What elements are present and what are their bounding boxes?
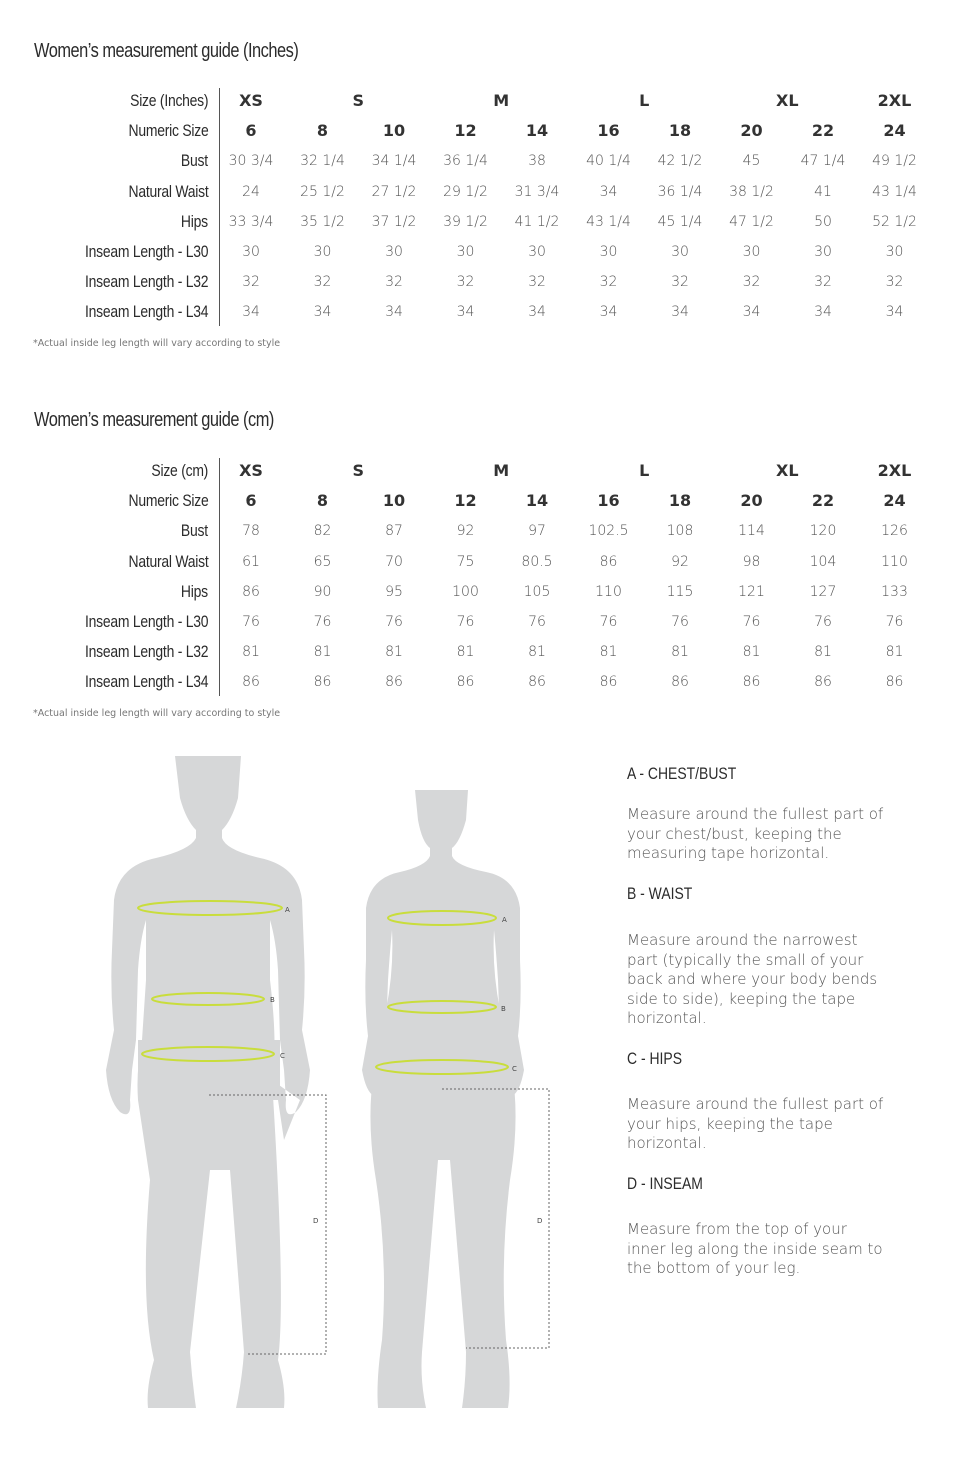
table-cell: 86 (385, 674, 403, 691)
table-cell: 76 (528, 614, 546, 630)
table-cell: 43 1/4 (586, 213, 631, 230)
table-cell: 30 (385, 244, 403, 260)
row-label: Inseam Length - L34 (84, 302, 208, 322)
table-cell: 32 (528, 274, 546, 291)
chest-heading: A - CHEST/BUST (627, 764, 737, 783)
cm-footnote: *Actual inside leg length will vary according to style (33, 708, 281, 719)
table-cell: 6 (245, 121, 257, 141)
waist-text: Measure around the narrowest part (typically the small of your back and where your body bends side to side), keeping the tape horizontal. (627, 931, 878, 1027)
row-label: Natural Waist (128, 181, 208, 201)
table-cell: 32 (671, 274, 689, 291)
table-cell: 86 (313, 674, 332, 691)
table-cell: 12 (454, 121, 477, 141)
table-cell: 81 (528, 644, 546, 661)
table-cell: 41 (814, 183, 832, 200)
table-row (0, 607, 956, 637)
table-cell: 92 (671, 553, 689, 570)
table-cell: 104 (809, 553, 837, 570)
table-cell: 110 (881, 553, 908, 570)
table-cell: 86 (456, 674, 475, 691)
size-row (0, 456, 956, 486)
table-row (0, 237, 956, 267)
table-cell: L (639, 91, 650, 110)
male-marker-b: B (270, 996, 275, 1004)
table-cell: 8 (316, 121, 329, 141)
table-cell: 47 1/4 (800, 153, 846, 170)
table-cell: 81 (456, 644, 475, 661)
row-label: Hips (181, 211, 208, 231)
table-cell: 81 (671, 644, 689, 661)
table-cell: 45 (742, 153, 761, 170)
table-cell: L (639, 461, 650, 480)
table-cell: XS (239, 461, 263, 480)
table-cell: 12 (454, 491, 477, 511)
table-cell: 76 (599, 614, 618, 630)
table-cell: 34 (671, 304, 689, 321)
table-cell: 30 (671, 244, 689, 260)
table-cell: XL (775, 461, 799, 480)
row-label: Inseam Length - L30 (84, 242, 208, 261)
table-cell: 36 1/4 (657, 183, 703, 200)
table-cell: 87 (385, 523, 403, 540)
table-row (0, 297, 956, 327)
table-cell: 120 (809, 523, 837, 540)
table-cell: 34 (528, 304, 546, 321)
table-cell: 32 (599, 274, 618, 291)
table-cell: 81 (885, 644, 904, 661)
table-divider (219, 88, 220, 326)
table-cell: 32 (885, 274, 904, 291)
table-cell: 30 (742, 244, 761, 260)
table-cell: XL (775, 91, 799, 110)
table-cell: 36 1/4 (443, 153, 488, 170)
male-silhouette (106, 756, 310, 1408)
cm-title: Women’s measurement guide (cm) (34, 409, 274, 431)
table-cell: M (493, 461, 510, 480)
table-cell: 97 (528, 523, 546, 540)
inches-footnote: *Actual inside leg length will vary according to style (33, 338, 281, 349)
female-marker-d: D (537, 1217, 543, 1225)
table-cell: 115 (666, 583, 694, 600)
numeric-size-row (0, 116, 956, 146)
table-row (0, 516, 956, 546)
table-cell: M (493, 91, 510, 110)
table-row (0, 577, 956, 607)
table-cell: 41 1/2 (514, 213, 560, 230)
row-label: Numeric Size (128, 491, 208, 511)
table-cell: 24 (883, 491, 906, 511)
table-cell: 47 1/2 (729, 213, 774, 230)
table-cell: 86 (599, 674, 618, 691)
table-row (0, 667, 956, 697)
table-cell: 34 (814, 304, 832, 321)
table-cell: 108 (666, 523, 694, 540)
table-cell: 2XL (877, 461, 912, 480)
table-cell: 86 (528, 674, 546, 691)
table-cell: 95 (385, 583, 403, 600)
table-cell: 81 (814, 644, 832, 661)
table-cell: 86 (242, 674, 260, 691)
table-divider (219, 458, 220, 696)
table-cell: 8 (316, 491, 329, 511)
female-marker-c: C (512, 1065, 517, 1073)
inseam-text: Measure from the top of your inner leg along the inside seam to the bottom of your leg. (627, 1220, 883, 1277)
table-cell: S (352, 461, 365, 480)
table-cell: 100 (452, 583, 479, 600)
table-cell: 25 1/2 (300, 183, 345, 200)
table-cell: 34 (742, 304, 761, 321)
table-cell: 34 (242, 304, 260, 321)
table-cell: 78 (242, 523, 260, 540)
table-cell: 102.5 (588, 523, 629, 540)
table-cell: 98 (742, 553, 761, 570)
row-label: Size (Inches) (129, 91, 208, 110)
chest-text: Measure around the fullest part of your chest/bust, keeping the measuring tape horizontal. (627, 805, 884, 862)
table-cell: 24 (242, 183, 260, 200)
table-cell: 32 (742, 274, 761, 291)
table-cell: 114 (738, 523, 765, 540)
table-cell: 30 (814, 244, 832, 260)
row-label: Bust (181, 521, 208, 541)
table-cell: 24 (883, 121, 906, 141)
table-cell: 76 (742, 614, 761, 630)
table-cell: 32 1/4 (300, 153, 345, 170)
female-marker-b: B (501, 1005, 506, 1013)
table-cell: 50 (814, 213, 832, 230)
table-cell: 70 (385, 553, 403, 570)
table-row (0, 177, 956, 207)
table-cell: 45 1/4 (657, 213, 703, 230)
numeric-size-row (0, 486, 956, 516)
table-cell: 10 (382, 491, 406, 511)
male-marker-a: A (285, 906, 290, 914)
table-cell: 22 (811, 121, 835, 141)
table-cell: 35 1/2 (300, 213, 345, 230)
table-cell: 22 (811, 491, 835, 511)
table-cell: 34 (313, 304, 332, 321)
table-cell: 75 (456, 553, 475, 570)
row-label: Inseam Length - L34 (84, 672, 208, 692)
table-cell: 82 (313, 523, 332, 540)
table-cell: 86 (242, 583, 260, 600)
table-cell: 30 (885, 244, 904, 260)
table-cell: 30 (242, 244, 260, 260)
table-cell: 38 1/2 (729, 183, 774, 200)
table-cell: 43 1/4 (872, 183, 917, 200)
table-cell: 30 (313, 244, 332, 260)
table-cell: 81 (242, 644, 260, 661)
row-label: Bust (181, 151, 208, 171)
table-cell: 81 (313, 644, 332, 661)
table-cell: 86 (671, 674, 689, 691)
table-cell: 76 (242, 614, 260, 630)
male-marker-d: D (313, 1217, 319, 1225)
table-cell: 121 (738, 583, 765, 600)
table-cell: 126 (881, 523, 908, 540)
row-label: Natural Waist (128, 551, 208, 571)
table-cell: 133 (881, 583, 908, 600)
row-label: Hips (181, 581, 208, 601)
table-row (0, 267, 956, 297)
inseam-heading: D - INSEAM (627, 1174, 703, 1193)
table-cell: 76 (885, 614, 904, 630)
table-cell: 32 (456, 274, 475, 291)
table-cell: 65 (313, 553, 332, 570)
table-cell: 61 (242, 553, 260, 570)
table-cell: 34 1/4 (371, 153, 417, 170)
female-silhouette (362, 790, 524, 1408)
table-cell: 34 (385, 304, 403, 321)
table-cell: 90 (313, 583, 332, 600)
table-cell: 34 (885, 304, 904, 321)
table-cell: XS (239, 91, 263, 110)
table-cell: 30 (456, 244, 475, 260)
table-cell: 39 1/2 (443, 213, 488, 230)
table-row (0, 146, 956, 176)
table-cell: 14 (525, 491, 549, 511)
hips-text: Measure around the fullest part of your hips, keeping the tape horizontal. (627, 1095, 884, 1152)
table-cell: 76 (814, 614, 832, 630)
table-cell: 10 (382, 121, 406, 141)
row-label: Inseam Length - L32 (84, 272, 208, 292)
row-label: Numeric Size (128, 121, 208, 141)
table-cell: 30 (528, 244, 546, 260)
table-cell: 16 (597, 121, 620, 141)
table-cell: 30 3/4 (228, 153, 274, 170)
table-cell: 81 (599, 644, 618, 661)
table-row (0, 547, 956, 577)
table-cell: 29 1/2 (443, 183, 488, 200)
table-cell: 18 (668, 121, 692, 141)
table-cell: 34 (599, 304, 618, 321)
table-cell: 6 (245, 491, 257, 511)
waist-heading: B - WAIST (627, 884, 693, 903)
table-cell: 31 3/4 (514, 183, 560, 200)
female-marker-a: A (502, 916, 507, 924)
table-cell: 20 (740, 121, 763, 141)
table-cell: 27 1/2 (371, 183, 417, 200)
table-cell: 33 3/4 (228, 213, 274, 230)
table-row (0, 207, 956, 237)
size-row (0, 86, 956, 116)
table-cell: 86 (599, 553, 618, 570)
table-cell: 32 (814, 274, 832, 291)
row-label: Size (cm) (151, 461, 208, 480)
table-row (0, 637, 956, 667)
table-cell: 76 (671, 614, 689, 630)
table-cell: 42 1/2 (657, 153, 703, 170)
row-label: Inseam Length - L30 (84, 612, 208, 631)
table-cell: 127 (809, 583, 837, 600)
table-cell: 105 (523, 583, 551, 600)
table-cell: 110 (595, 583, 622, 600)
table-cell: 76 (385, 614, 403, 630)
row-label: Inseam Length - L32 (84, 642, 208, 662)
male-marker-c: C (280, 1052, 285, 1060)
table-cell: 14 (525, 121, 549, 141)
table-cell: 30 (599, 244, 618, 260)
body-figures (0, 740, 600, 1420)
table-cell: 37 1/2 (371, 213, 417, 230)
table-cell: 32 (242, 274, 260, 291)
table-cell: 86 (885, 674, 904, 691)
hips-heading: C - HIPS (627, 1049, 682, 1068)
table-cell: 81 (742, 644, 761, 661)
table-cell: 32 (313, 274, 332, 291)
table-cell: 40 1/4 (586, 153, 631, 170)
table-cell: 38 (528, 153, 546, 170)
table-cell: 81 (385, 644, 403, 661)
table-cell: 76 (456, 614, 475, 630)
inches-title: Women’s measurement guide (Inches) (34, 40, 299, 62)
table-cell: 34 (456, 304, 475, 321)
table-cell: 80.5 (521, 553, 553, 570)
table-cell: 18 (668, 491, 692, 511)
table-cell: 52 1/2 (872, 213, 917, 230)
table-cell: 34 (599, 183, 618, 200)
table-cell: 20 (740, 491, 763, 511)
table-cell: 86 (814, 674, 832, 691)
table-cell: 92 (456, 523, 475, 540)
table-cell: 2XL (877, 91, 912, 110)
table-cell: S (352, 91, 365, 110)
table-cell: 32 (385, 274, 403, 291)
table-cell: 76 (313, 614, 332, 630)
table-cell: 16 (597, 491, 620, 511)
table-cell: 49 1/2 (872, 153, 917, 170)
table-cell: 86 (742, 674, 761, 691)
